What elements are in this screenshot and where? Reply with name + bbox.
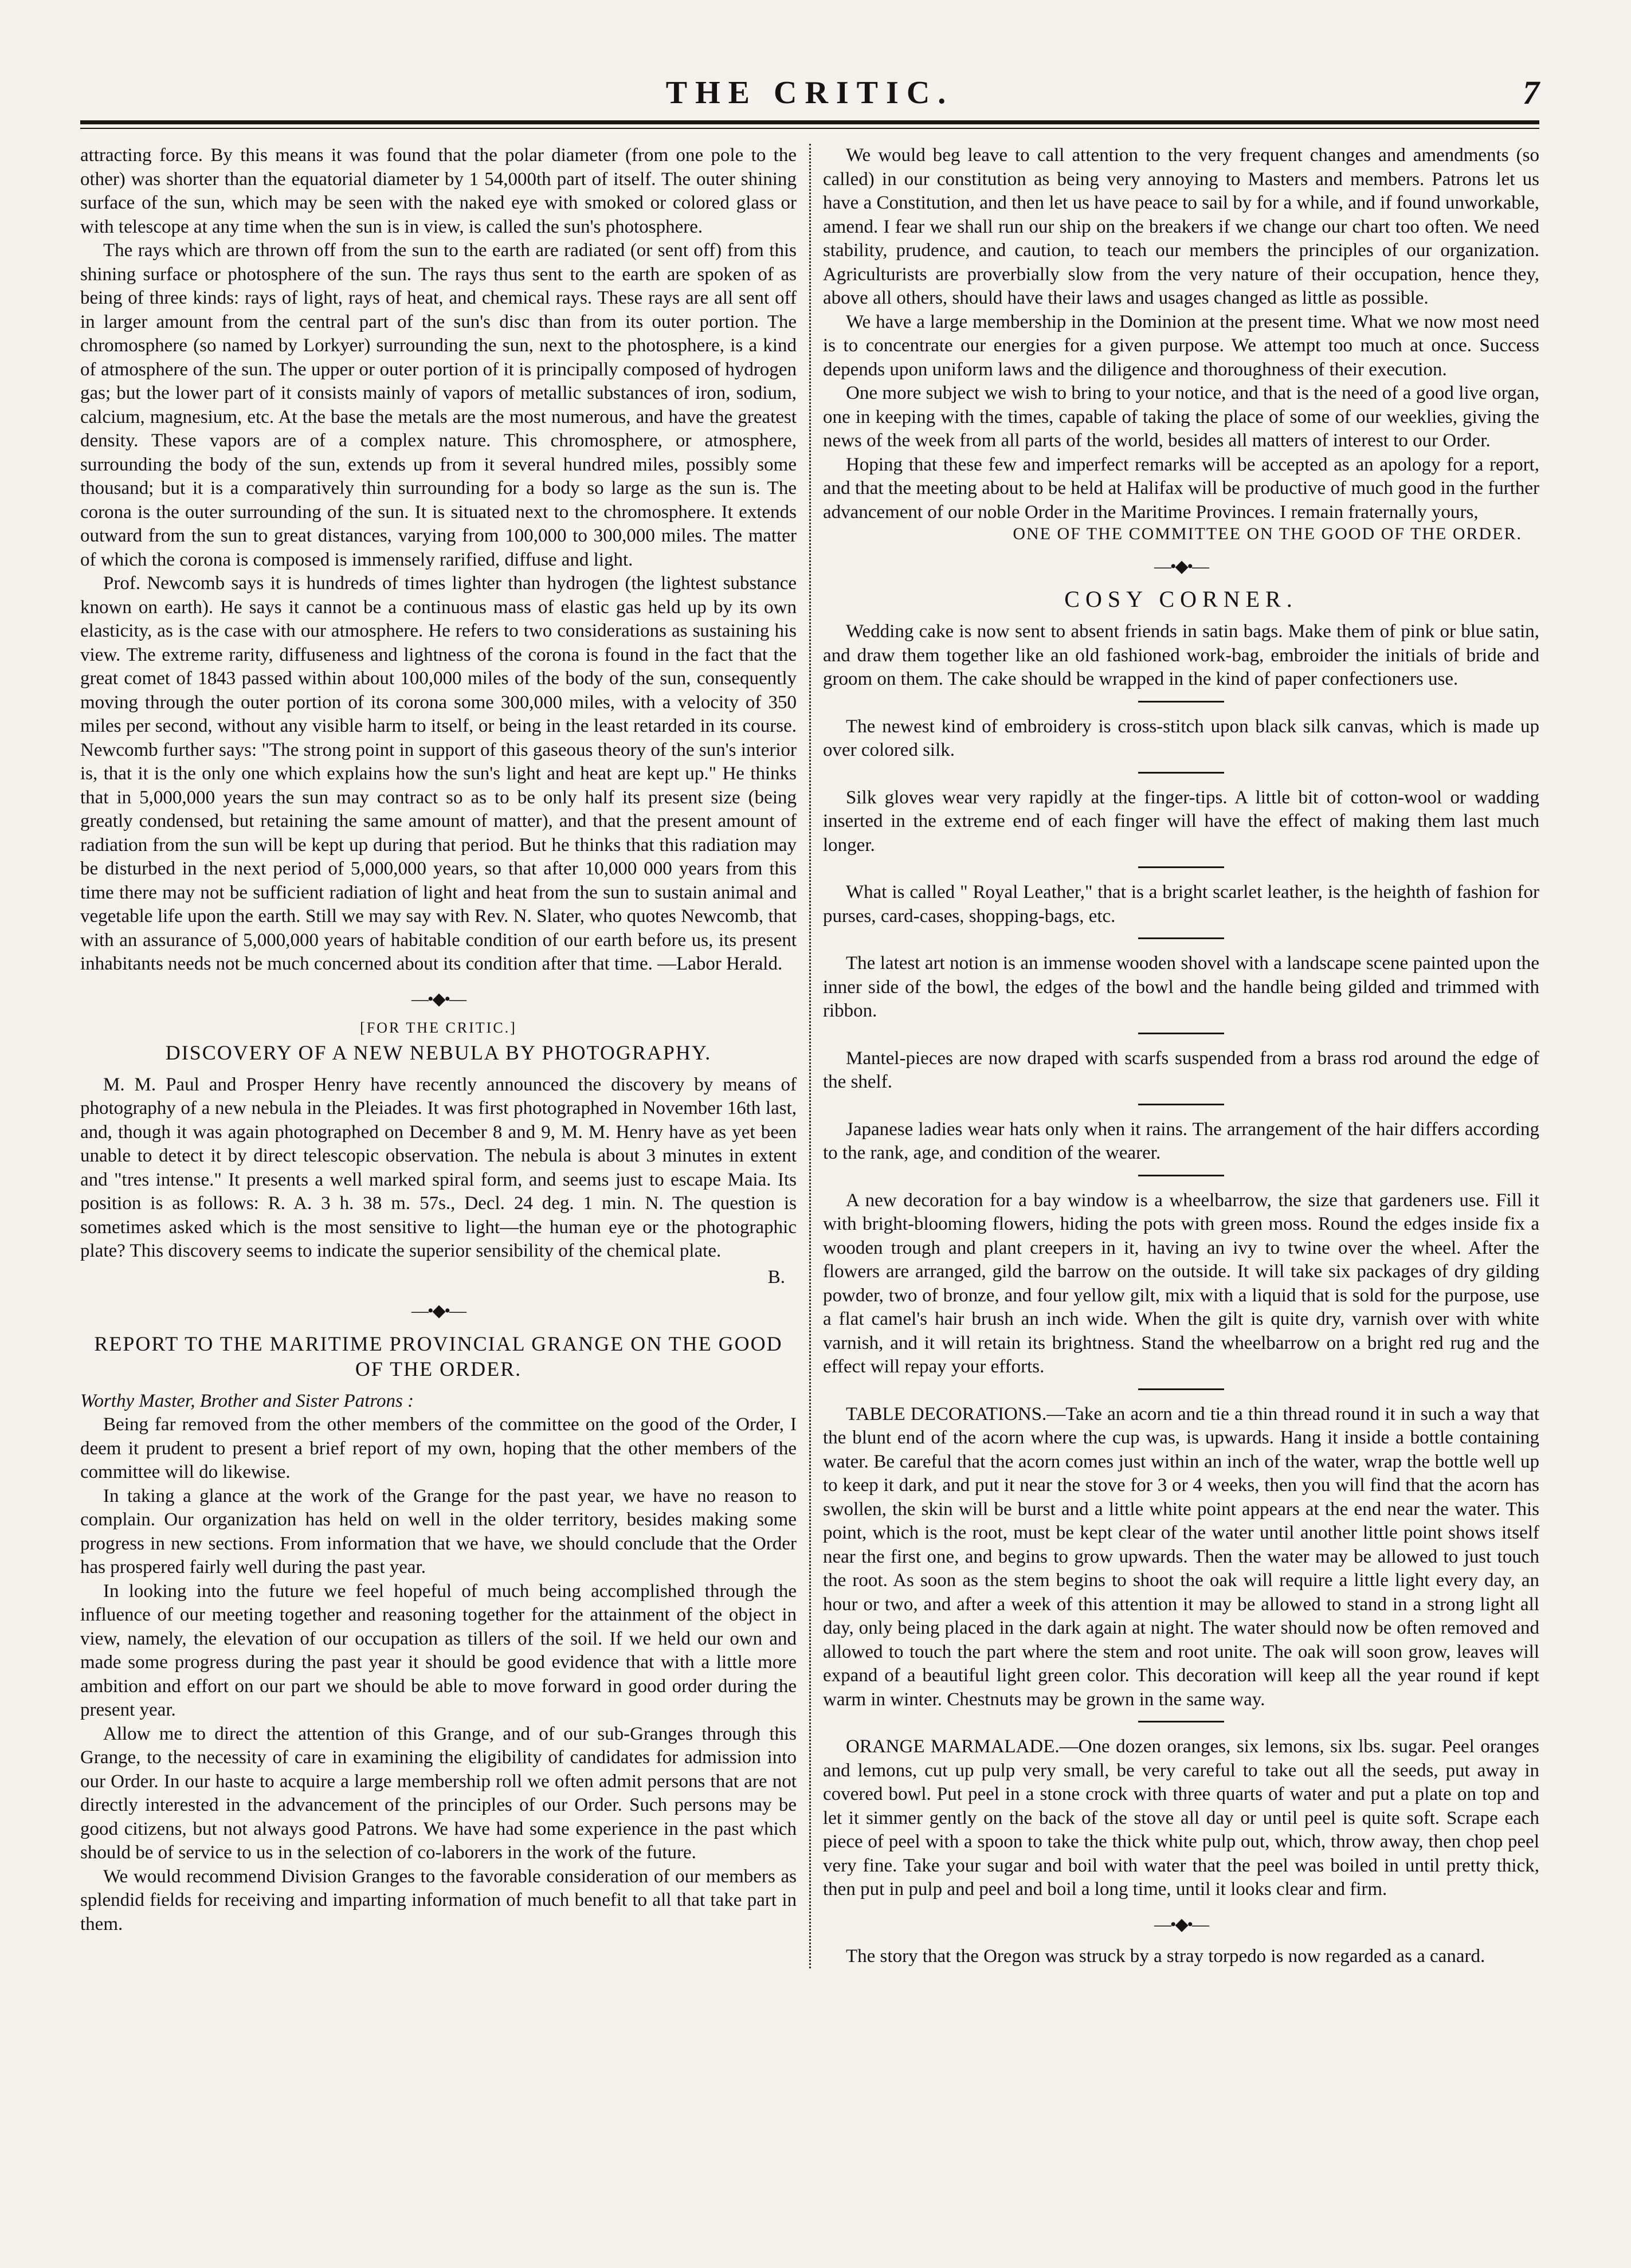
item-rule [1138, 701, 1224, 703]
nebula-headline: DISCOVERY OF A NEW NEBULA BY PHOTOGRAPHY. [165, 1041, 712, 1064]
item-rule [1138, 1033, 1224, 1034]
cosy-corner-headline: COSY CORNER. [1064, 586, 1298, 612]
item-rule [1138, 1721, 1224, 1722]
table-decorations-item [823, 1403, 1539, 1712]
cosy-item: The latest art notion is an immense wooden shovel with a landscape scene painted upon the inner side of the bowl, the edges of the bowl and the handle being gilded and trimmed with ribbon. [823, 953, 1539, 1021]
item-rule [1138, 937, 1224, 939]
nebula-kicker: [FOR THE CRITIC.] [360, 1019, 517, 1036]
cosy-item: Japanese ladies wear hats only when it rains. The arrangement of the hair differs according to the rank, age, and condition of the wearer. [823, 1119, 1539, 1163]
ornament-divider: —•◆•— [1154, 1914, 1209, 1934]
masthead-rule [80, 120, 1539, 129]
item-rule [1138, 1175, 1224, 1176]
orange-marmalade-item [823, 1735, 1539, 1902]
column-divider [809, 144, 811, 1968]
grange-paragraph: One more subject we wish to bring to your notice, and that is the need of a good live organ, one in keeping with the times, capable of taking the place of some of our weeklies, giving the news of the week from all parts of the world, besides all matters of interest to our Order. [823, 383, 1539, 451]
item-rule [1138, 1104, 1224, 1105]
oregon-note: The story that the Oregon was struck by a stray torpedo is now regarded as a canard. [846, 1945, 1485, 1967]
sun-paragraph: The rays which are thrown off from the sun to the earth are radiated (or sent off) from this shining surface or photosphere of the sun. The rays thus sent to the earth are spoken of as being of three kinds: rays of light, rays of heat, and chemical rays. These rays are all sent off in larger amount from the central part of the sun's disc than from its outer portion. The chromosphere (so named by Lorkyer) surrounding the sun, next to the photosphere, is a kind of atmosphere of the sun. The upper or outer portion of it is principally composed of hydrogen gas; but the lower part of it consists mainly of vapors of metallic substances of iron, sodium, calcium, magnesium, etc. At the base the metals are the most numerous, and have the greatest density. These vapors are of a complex nature. This chromosphere, or atmosphere, surrounding the body of the sun, extends up from it several hundred miles, possibly some thousand; but it is a comparatively thin surrounding for a body so large as the sun is. The corona is the outer surrounding of the sun. It is situated next to the chromosphere. It extends outward from the sun to great distances, varying from 100,000 to 300,000 miles. The matter of which the corona is composed is immensely rarified, diffuse and light. [80, 240, 797, 570]
grange-paragraph: We would beg leave to call attention to the very frequent changes and amendments (so called) in our constitution as being very annoying to Masters and members. Patrons let us have a Constitution, and then let us have peace to sail by for a while, and if found unworkable, amend. I fear we shall run our ship on the breakers if we change our chart too often. We need stability, prudence, and caution, to teach our members the principles of our organization. Agriculturists are proverbially slow from the very nature of their occupation, hence they, above all others, should have their laws and usages changed as little as possible. [823, 145, 1539, 308]
sun-paragraph: attracting force. By this means it was found that the polar diameter (from one pole to the other) was shorter than the equatorial diameter by 1 54,000th part of itself. The outer shining surface of the sun, which may be seen with the naked eye with smoked or colored glass or with telescope at any time when the sun is in view, is called the sun's photosphere. [80, 145, 797, 237]
cosy-item: Silk gloves wear very rapidly at the finger-tips. A little bit of cotton-wool or wadding inserted in the extreme end of each finger will have the effect of making them last much longer. [823, 787, 1539, 856]
grange-paragraph: We have a large membership in the Dominion at the present time. What we now most need is to concentrate our energies for a given purpose. We attempt too much at once. Success depends upon uniform laws and the diligence and thoroughness of their execution. [823, 311, 1539, 380]
nebula-body: M. M. Paul and Prosper Henry have recently announced the discovery by means of photography of a new nebula in the Pleiades. It was first photographed in November 16th last, and, though it was again photographed on December 8 and 9, M. M. Henry have as yet been unable to detect it by direct telescopic observation. The nebula is about 3 minutes in extent and "tres intense." It presents a well marked spiral form, and seems just to escape Maia. Its position is as follows: R. A. 3 h. 38 m. 57s., Decl. 24 deg. 1 min. N. The question is sometimes asked which is the most sensitive to light—the human eye or the photographic plate? This discovery seems to indicate the superior sensibility of the chemical plate. [80, 1074, 797, 1261]
item-rule [1138, 1388, 1224, 1390]
publication-title: THE CRITIC. [665, 75, 954, 111]
cosy-item: What is called " Royal Leather," that is a bright scarlet leather, is the heighth of fashion for purses, card-cases, shopping-bags, etc. [823, 882, 1539, 927]
grange-headline: REPORT TO THE MARITIME PROVINCIAL GRANGE ON THE GOOD OF THE ORDER. [94, 1332, 783, 1380]
grange-paragraph: In taking a glance at the work of the Grange for the past year, we have no reason to complain. Our organization has held on well in the older territory, besides making some progress in new sections. From information that we have, we should conclude that the Order has prospered fairly well during the past year. [80, 1485, 797, 1578]
ornament-divider: —•◆•— [411, 1301, 466, 1320]
ornament-divider: —•◆•— [1154, 557, 1209, 576]
sun-paragraph: Prof. Newcomb says it is hundreds of times lighter than hydrogen (the lightest substance known on earth). He says it cannot be a continuous mass of elastic gas held up by its own elasticity, as is the case with our atmosphere. He refers to two considerations as sustaining his view. The extreme rarity, diffuseness and lightness of the corona is found in the fact that the great comet of 1843 passed within about 100,000 miles of the body of the sun, consequently moving through the outer portion of its corona some 300,000 miles, with a velocity of 350 miles per second, without any visible harm to itself, or being in the least retarded in its course. Newcomb further says: "The strong point in support of this gaseous theory of the sun's interior is, that it is the only one which explains how the sun's light and heat are kept up." He thinks that in 5,000,000 years the sun may contract so as to be only half its present size (being greatly condensed, but retaining the same amount of matter), and that the present amount of radiation from the sun will be kept up during that period. But he thinks that this radiation may be disturbed in the next period of 5,000,000 years, so that after 10,000 000 years from this time there may not be sufficient radiation of light and heat from the sun to sustain animal and vegetable life upon the earth. Still we may say with Rev. N. Slater, who quotes Newcomb, that with an assurance of 5,000,000 years of habitable condition of our earth before us, its present inhabitants needs not be much concerned about its condition after that time. —Labor Herald. [80, 573, 797, 974]
table-decorations-label: TABLE DECORATIONS. [846, 1403, 1047, 1425]
cosy-item: A new decoration for a bay window is a wheelbarrow, the size that gardeners use. Fill it with bright-blooming flowers, hiding the pots with green moss. Round the edges inside fix a wooden trough and plant creepers in it, having an ivy to twine over the wheel. After the flowers are arranged, gild the barrow on the outside. It will take six packages of dry gilding powder, two of bronze, and four yellow gilt, mix with a liquid that is sold for the purpose, use a flat camel's hair brush an inch wide. When the gilt is quite dry, varnish over with white varnish, and it will retain its brightness. Stand the wheelbarrow on a bright red rug and the effect will repay your efforts. [823, 1190, 1539, 1377]
item-rule [1138, 866, 1224, 868]
right-column [823, 144, 1539, 1968]
left-column [80, 144, 797, 1968]
grange-signoff: ONE OF THE COMMITTEE ON THE GOOD OF THE ORDER. [1013, 524, 1522, 543]
page-number: 7 [1523, 74, 1539, 111]
item-rule [1138, 772, 1224, 774]
grange-paragraph: Being far removed from the other members of the committee on the good of the Order, I deem it prudent to present a brief report of my own, hoping that the other members of the committee will do likewise. [80, 1414, 797, 1482]
cosy-item: Mantel-pieces are now draped with scarfs suspended from a brass rod around the edge of the shelf. [823, 1047, 1539, 1092]
grange-paragraph: We would recommend Division Granges to the favorable consideration of our members as splendid fields for receiving and imparting information of much benefit to all that take part in them. [80, 1866, 797, 1935]
grange-salutation: Worthy Master, Brother and Sister Patrons : [80, 1390, 414, 1411]
orange-marmalade-text: —One dozen oranges, six lemons, six lbs. sugar. Peel oranges and lemons, cut up pulp very small, be very careful to take out all the seeds, put away in covered bowl. Put peel in a stone crock with three quarts of water and put a plate on top and let it simmer gently on the back of the stove all day or until peel is quite soft. Scrape each piece of peel with a spoon to take the thick white pulp out, which, throw away, then chop peel very fine. Take your sugar and boil with water that the peel was boiled in until pretty thick, then put in pulp and peel and boil a long time, until it looks clear and firm. [823, 1736, 1539, 1900]
orange-marmalade-label: ORANGE MARMALADE. [846, 1736, 1060, 1757]
grange-paragraph: Hoping that these few and imperfect remarks will be accepted as an apology for a report, and that the meeting about to be held at Halifax will be productive of much good in the further advancement of our noble Order in the Maritime Provinces. I remain fraternally yours, [823, 454, 1539, 523]
nebula-signature: B. [767, 1266, 785, 1288]
masthead [80, 74, 1539, 120]
grange-paragraph: In looking into the future we feel hopeful of much being accomplished through the influence of our meeting together and reasoning together for the attainment of the object in view, namely, the elevation of our occupation as tillers of the soil. If we held our own and made some progress during the past year it should be good evidence that with a little more ambition and effort on our part we should be able to move forward in good order during the present year. [80, 1580, 797, 1720]
columns [80, 144, 1539, 1968]
cosy-item: The newest kind of embroidery is cross-stitch upon black silk canvas, which is made up over colored silk. [823, 716, 1539, 760]
table-decorations-text: —Take an acorn and tie a thin thread round it in such a way that the blunt end of the acorn where the cup was, is upwards. Hang it inside a bottle containing water. Be careful that the acorn comes just within an inch of the water, wrap the bottle well up to keep it dark, and put it near the stove for 3 or 4 weeks, then you will find that the acorn has swollen, the skin will be burst and a little white point appears at the end near the water. This point, which is the root, must be kept clear of the water until another little point shows itself near the first one, and begins to grow upwards. Then the water may be allowed to just touch the root. As soon as the stem begins to shoot the oak will require a little light every day, an hour or two, and after a week of this attention it may be allowed to stand in a strong light all day, only being placed in the dark again at night. The water should now be often removed and allowed to touch the part where the stem and root unite. The oak will soon grow, leaves will expand of a beautiful light green color. This decoration will keep all the year round if kept warm in winter. Chestnuts may be grown in the same way. [823, 1403, 1539, 1710]
ornament-divider: —•◆•— [411, 989, 466, 1009]
grange-paragraph: Allow me to direct the attention of this Grange, and of our sub-Granges through this Grange, to the necessity of care in examining the eligibility of candidates for admission into our Order. In our haste to acquire a large membership roll we often admit persons that are not directly interested in the advancement of the principles of our Order. Such persons may be good citizens, but not always good Patrons. We have had some experience in the past which should be of service to us in the selection of co-laborers in the work of the future. [80, 1723, 797, 1863]
cosy-item: Wedding cake is now sent to absent friends in satin bags. Make them of pink or blue satin, and draw them together like an old fashioned work-bag, embroider the initials of bride and groom on them. The cake should be wrapped in the kind of paper confectioners use. [823, 621, 1539, 689]
